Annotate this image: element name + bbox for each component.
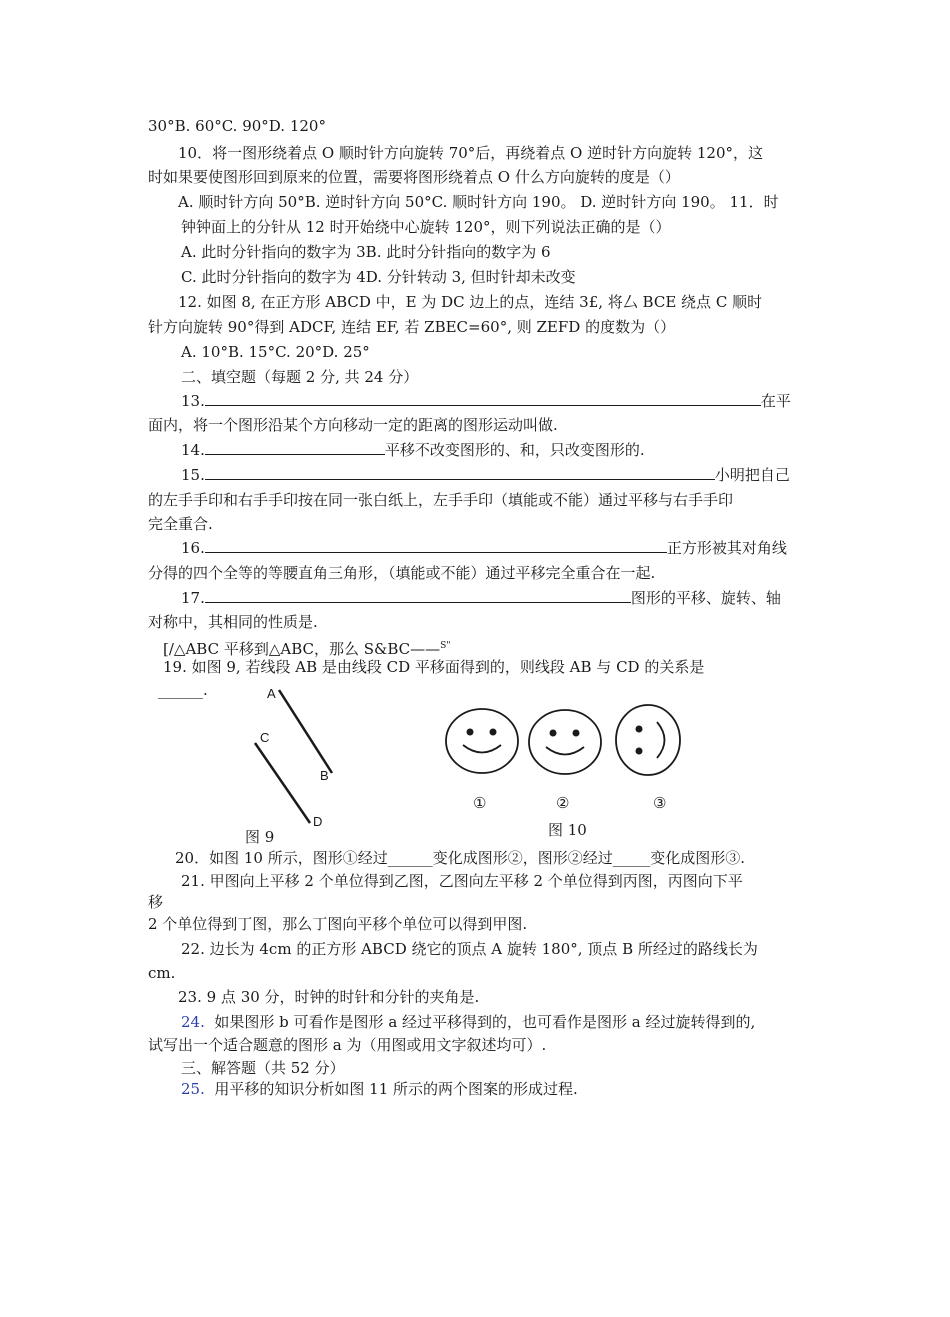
q14-blank <box>205 440 385 455</box>
q25-number: 25. <box>181 1080 205 1098</box>
q16-tail: 正方形被其对角线 <box>666 539 787 557</box>
q19-line1: 19. 如图 9, 若线段 AB 是由线段 CD 平移面得到的，则线段 AB 与 CD 的关系是 <box>163 658 705 676</box>
smiley-face-2 <box>529 710 601 774</box>
q15-blank <box>205 465 715 480</box>
figure-10 <box>435 700 700 820</box>
q13-blank <box>205 391 761 406</box>
q21-line1: 21. 甲图向上平移 2 个单位得到乙图，乙图向左平移 2 个单位得到丙图，丙图向下平 <box>181 872 743 890</box>
q21-line3: 2 个单位得到丁图，那么丁图向平移个单位可以得到甲图. <box>148 915 528 933</box>
q16-blank <box>205 538 667 553</box>
q12-options: A. 10°B. 15°C. 20°D. 25° <box>181 343 370 361</box>
figure-10-label-1: ① <box>473 795 487 812</box>
q10-line2: 时如果要使图形回到原来的位置，需要将图形绕着点 O 什么方向旋转的度是（） <box>148 168 680 186</box>
q25-line <box>181 1079 578 1099</box>
smiley-face-3-rotated <box>616 705 680 775</box>
q11-options-ab: A. 此时分针指向的数字为 3B. 此时分针指向的数字为 6 <box>181 243 551 261</box>
q17-tail: 图形的平移、旋转、轴 <box>630 589 781 607</box>
q15-tail: 小明把自己 <box>714 466 790 484</box>
q17-blank <box>205 588 631 603</box>
label-a: A <box>267 686 276 701</box>
q12-line2: 针方向旋转 90°得到 ADCF, 连结 EF, 若 ZBEC=60°, 则 ZEFD 的度数为（） <box>148 318 676 336</box>
q18-line <box>163 636 450 659</box>
q11-line1: 钟钟面上的分针从 12 时开始绕中心旋转 120°，则下列说法正确的是（） <box>181 218 671 236</box>
q21-line2: 移 <box>148 893 164 911</box>
q15-line2: 的左手手印和右手手印按在同一张白纸上，左手手印（填能或不能）通过平移与右手手印 <box>148 491 734 509</box>
label-c: C <box>260 730 270 745</box>
q18-superscript: S" <box>440 641 451 651</box>
q22-line2: cm. <box>148 964 176 982</box>
q15-line1 <box>181 465 790 485</box>
q24-line2: 试写出一个适合题意的图形 a 为（用图或用文字叙述均可）. <box>148 1036 547 1054</box>
q13-line1 <box>181 391 791 411</box>
q17-line1 <box>181 588 781 608</box>
q25-text: 用平移的知识分析如图 11 所示的两个图案的形成过程. <box>214 1080 578 1098</box>
segment-cd <box>255 743 310 823</box>
q22-line1: 22. 边长为 4cm 的正方形 ABCD 绕它的顶点 A 旋转 180°, 顶点 B 所经过的路线长为 <box>181 940 758 958</box>
q24-line1 <box>181 1012 755 1032</box>
q16-number: 16. <box>181 539 205 557</box>
q13-tail: 在平 <box>760 392 791 410</box>
label-b: B <box>320 768 329 783</box>
q9-options: 30°B. 60°C. 90°D. 120° <box>148 117 326 135</box>
q10-line1: 10．将一图形绕着点 O 顺时针方向旋转 70°后，再绕着点 O 逆时针方向旋转 120°，这 <box>178 144 764 162</box>
segment-ab <box>279 690 332 773</box>
smiley-face-1 <box>446 709 518 773</box>
q20-line: 20．如图 10 所示，图形①经过______变化成图形②，图形②经过_____变化成图形③. <box>175 849 745 867</box>
figure-9 <box>240 680 360 850</box>
q24-text: 如果图形 b 可看作是图形 a 经过平移得到的，也可看作是图形 a 经过旋转得到的, <box>214 1013 756 1031</box>
label-d: D <box>313 814 323 829</box>
section-3-heading: 三、解答题（共 52 分） <box>181 1059 345 1077</box>
figure-10-label-2: ② <box>556 795 570 812</box>
q16-line2: 分得的四个全等的等腰直角三角形，（填能或不能）通过平移完全重合在一起. <box>148 564 656 582</box>
q14-tail: 平移不改变图形的、和，只改变图形的. <box>384 441 645 459</box>
q11-options-cd: C. 此时分针指向的数字为 4D. 分针转动 3, 但时针却未改变 <box>181 268 576 286</box>
figure-9-caption: 图 9 <box>245 828 275 846</box>
q24-number: 24. <box>181 1013 205 1031</box>
q14-number: 14. <box>181 441 205 459</box>
q13-line2: 面内，将一个图形沿某个方向移动一定的距离的图形运动叫做. <box>148 416 558 434</box>
q12-line1: 12. 如图 8, 在正方形 ABCD 中，E 为 DC 边上的点，连结 3£, 将厶 BCE 绕点 C 顺时 <box>178 293 763 311</box>
q17-number: 17. <box>181 589 205 607</box>
q14-line <box>181 440 645 460</box>
q15-line3: 完全重合. <box>148 515 213 533</box>
section-2-heading: 二、填空题（每题 2 分, 共 24 分） <box>181 368 419 386</box>
figure-10-label-3: ③ <box>653 795 667 812</box>
q16-line1 <box>181 538 787 558</box>
q18-text: [/△ABC 平移到△ABC，那么 S&BC—— <box>163 640 441 658</box>
figure-10-caption: 图 10 <box>548 821 587 839</box>
q19-line2: ______. <box>158 681 208 699</box>
q17-line2: 对称中，其相同的性质是. <box>148 613 318 631</box>
q10-options: A. 顺时针方向 50°B. 逆时针方向 50°C. 顺时针方向 190。 D. 逆时针方向 190。 11．时 <box>178 193 779 211</box>
q15-number: 15. <box>181 466 205 484</box>
q23-line: 23. 9 点 30 分，时钟的时针和分针的夹角是. <box>178 988 480 1006</box>
q13-number: 13. <box>181 392 205 410</box>
